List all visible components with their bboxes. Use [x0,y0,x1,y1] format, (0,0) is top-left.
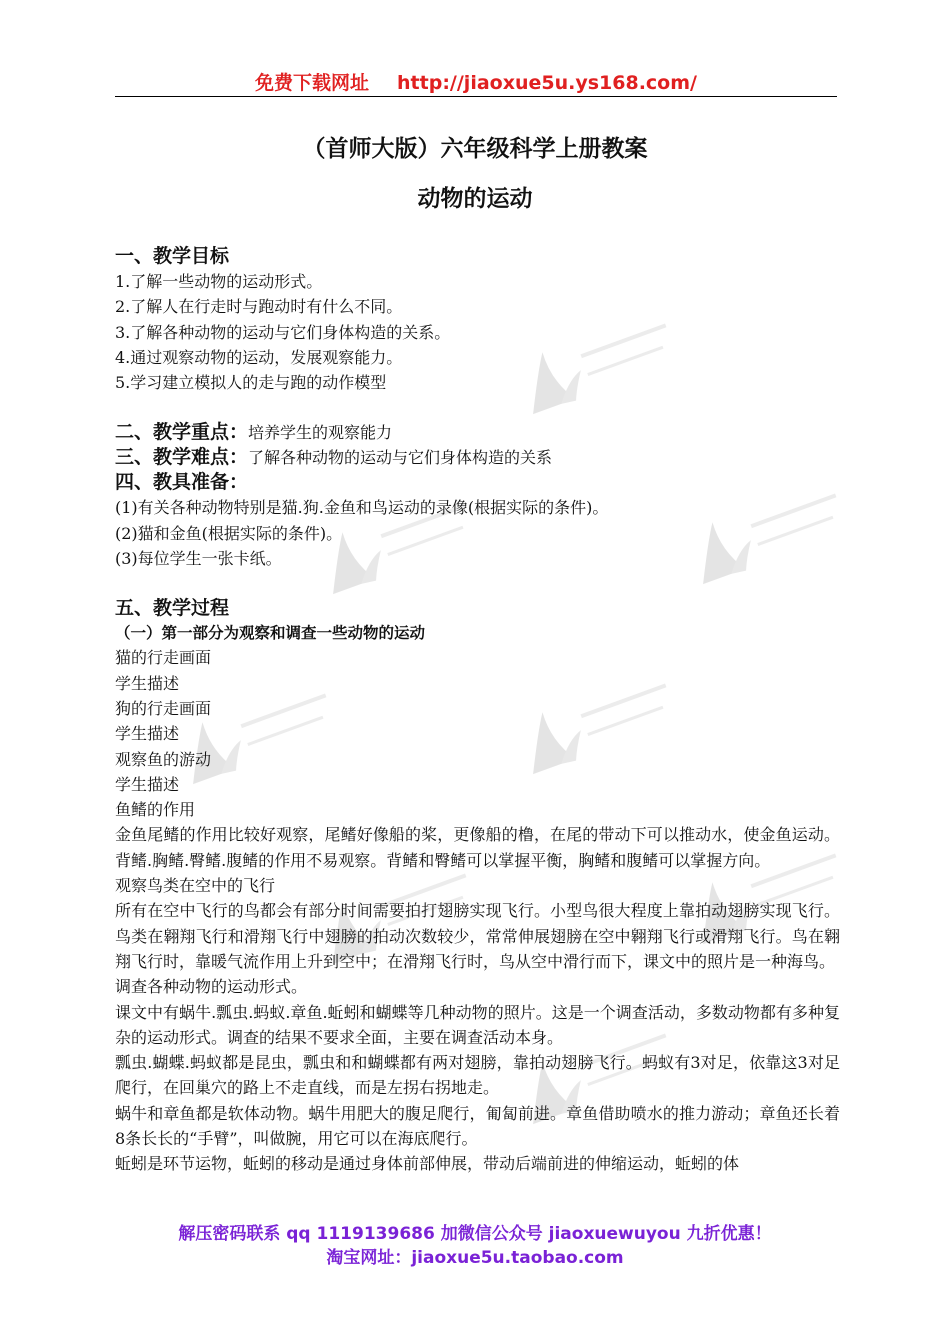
insect-paragraph: 瓢虫.蝴蝶.蚂蚁都是昆虫，瓢虫和和蝴蝶都有两对翅膀，靠拍动翅膀飞行。蚂蚁有3对足，依靠这3对足爬行，在回巢穴的路上不走直线，而是左拐右拐地走。 [115,1053,840,1098]
process-line: 学生描述 [115,724,180,744]
material-item: (3)每位学生一张卡纸。 [115,549,282,569]
process-line: 学生描述 [115,774,180,794]
survey-paragraph: 课文中有蜗牛.瓢虫.蚂蚁.章鱼.蚯蚓和蝴蝶等几种动物的照片。这是一个调查活动，多数动物都有多种复杂的运动形式。调查的结果不要求全面，主要在调查活动本身。 [115,1002,840,1047]
goal-item: 3.了解各种动物的运动与它们身体构造的关系。 [115,322,451,342]
mollusk-paragraph: 蜗牛和章鱼都是软体动物。蜗牛用肥大的腹足爬行，匍匐前进。章鱼借助喷水的推力游动；章鱼还长着8条长长的“手臂”，叫做腕，用它可以在海底爬行。 [115,1103,840,1149]
section-key-point [115,420,840,445]
section-heading-process: 五、教学过程 [115,597,230,620]
goal-item: 5.学习建立模拟人的走与跑的动作模型 [115,373,387,393]
difficulty-heading: 三、教学难点： [115,446,249,469]
footer-contact: 解压密码联系 qq 1119139686 加微信公众号 jiaoxuewuyou 九折优惠！ [178,1224,772,1244]
goal-item: 1.了解一些动物的运动形式。 [115,272,323,291]
process-line: 学生描述 [115,673,180,693]
section-difficulty [115,445,840,470]
fish-paragraph: 金鱼尾鳍的作用比较好观察，尾鳍好像船的桨，更像船的橹，在尾的带动下可以推动水，使金鱼运动。背鳍.胸鳍.臀鳍.腹鳍的作用不易观察。背鳍和臀鳍可以掌握平衡，胸鳍和腹鳍可以掌握方向。 [115,825,840,870]
process-part1-heading: （一）第一部分为观察和调查一些动物的运动 [115,624,426,643]
worm-line: 蚯蚓是环节运物，蚯蚓的移动是通过身体前部伸展，带动后端前进的伸缩运动，蚯蚓的体 [115,1154,740,1174]
material-item: (1)有关各种动物特别是猫.狗.金鱼和鸟运动的录像(根据实际的条件)。 [115,498,609,518]
bird-heading: 观察鸟类在空中的飞行 [115,876,276,896]
page-title: （首师大版）六年级科学上册教案 [302,135,648,162]
process-line: 鱼鳍的作用 [115,800,196,820]
footer-shop-link[interactable]: 淘宝网址：jiaoxue5u.taobao.com [326,1248,624,1268]
section-heading-materials: 四、教具准备： [115,471,249,494]
difficulty-text: 了解各种动物的运动与它们身体构造的关系 [248,448,553,468]
header-label: 免费下载网址 [255,72,370,94]
bird-paragraph: 所有在空中飞行的鸟都会有部分时间需要拍打翅膀实现飞行。小型鸟很大程度上靠拍动翅膀实现飞行。鸟类在翱翔飞行和滑翔飞行中翅膀的拍动次数较少，常常伸展翅膀在空中翱翔飞行或滑翔飞行。鸟在翱翔飞行时，靠暖气流作用上升到空中；在滑翔飞行时，鸟从空中滑行而下，课文中的照片是一种海鸟。 [115,901,840,971]
process-line: 观察鱼的游动 [115,749,212,769]
process-line: 狗的行走画面 [115,698,212,718]
header-url-link[interactable]: http://jiaoxue5u.ys168.com/ [397,72,697,94]
survey-heading: 调查各种动物的运动形式。 [115,977,308,997]
goal-item: 4.通过观察动物的运动，发展观察能力。 [115,347,403,367]
material-item: (2)猫和金鱼(根据实际的条件)。 [115,523,343,543]
key-point-heading: 二、教学重点： [115,421,249,444]
process-line: 猫的行走画面 [115,648,212,668]
goal-item: 2.了解人在行走时与跑动时有什么不同。 [115,297,403,317]
page-header [115,68,837,97]
key-point-text: 培养学生的观察能力 [248,423,393,443]
document-body [115,244,840,1177]
section-heading-goals: 一、教学目标 [115,245,230,267]
page-subtitle: 动物的运动 [417,185,533,212]
